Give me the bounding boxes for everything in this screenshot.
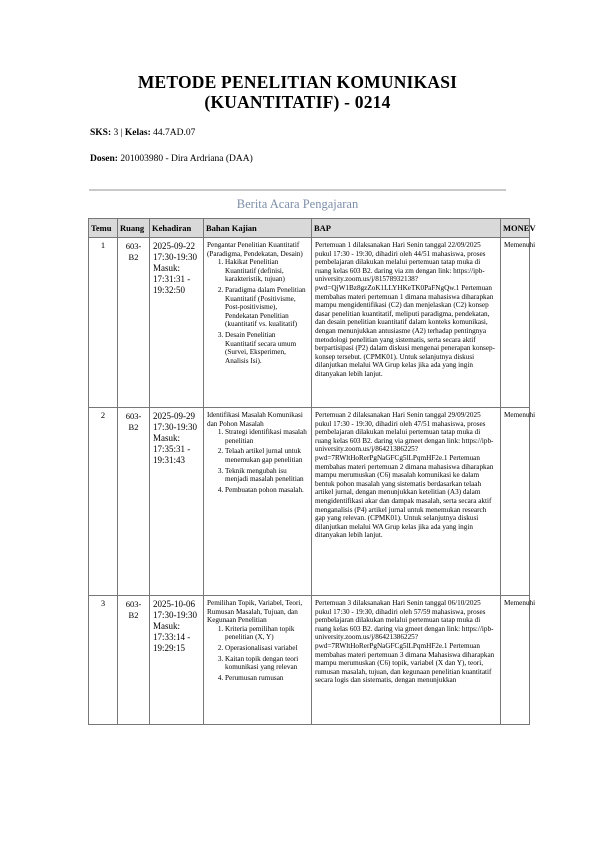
bahan-item: 2. Telaah artikel jurnal untuk menemukan gap penelitian — [225, 447, 308, 464]
sks-value: 3 | — [111, 128, 125, 138]
bahan-title: Pengantar Penelitian Kuantitatif (Paradigma, Pendekatan, Desain) — [207, 241, 303, 258]
bahan-item: 2. Paradigma dalam Penelitian Kuantitatif (Positivisme, Post-positivisme), Pendekatan Penelitian (kuantitatif vs. kualitatif) — [225, 286, 308, 329]
sks-label: SKS: — [90, 128, 112, 138]
table-row — [89, 596, 530, 725]
kelas-label: Kelas: — [124, 128, 151, 138]
bahan-item: 2. Operasionalisasi variabel — [225, 644, 308, 653]
bahan-list — [207, 258, 308, 365]
bahan-list — [207, 625, 308, 683]
dosen-label: Dosen: — [90, 154, 118, 164]
cell-monev: Memenuhi — [501, 596, 530, 725]
bahan-item: 1. Kriteria pemilihan topik penelitian (X, Y) — [225, 625, 308, 642]
kelas-value: 44.7AD.07 — [150, 128, 196, 138]
bahan-item: 1. Hakikat Penelitian Kuantitatif (definisi, karakteristik, tujuan) — [225, 258, 308, 284]
cell-ruang: 603-B2 — [118, 408, 150, 596]
cell-kehadiran: 2025-09-29 17:30-19:30 Masuk: 17:35:31 - 19:31:43 — [150, 408, 204, 596]
bahan-title: Pemilihan Topik, Variabel, Teori, Rumusan Masalah, Tujuan, dan Kegunaan Penelitian — [207, 599, 303, 625]
cell-bahan-kajian — [204, 596, 312, 725]
cell-temu: 1 — [89, 238, 118, 408]
bahan-item: 3. Teknik mengubah isu menjadi masalah penelitian — [225, 467, 308, 484]
header-kehadiran: Kehadiran — [150, 219, 204, 238]
section-divider — [89, 189, 506, 191]
cell-monev: Memenuhi — [501, 408, 530, 596]
cell-bahan-kajian — [204, 408, 312, 596]
cell-ruang: 603-B2 — [118, 596, 150, 725]
bahan-list — [207, 428, 308, 494]
cell-bap: Pertemuan 2 dilaksanakan Hari Senin tanggal 29/09/2025 pukul 17:30 - 19:30, dihadiri oleh 47/51 mahasiswa, proses pembelajaran dilakukan melalui pertemuan tatap muka di ruang kelas 603 B2. daring via gmeet dengan link: https://ipb-university.zoom.us/j/86421386225?pwd=7RWltHoRerPgNaGFCg5lLPqmHF2e.1 Pertemuan membahas materi pertemuan 2 dimana mahasiswa diharapkan mampu merumuskan (C6) masalah komunikasi ke dalam bentuk pohon masalah yang sistematis berdasarkan telaah artikel jurnal, dengan menunjukkan ketelitian (A3) dalam mengidentifikasi akar dan dampak masalah, serta secara aktif menganalisis (P4) artikel jurnal untuk menemukan research gap yang relevan. (CPMK01). Untuk selanjutnya diskusi dilanjutkan melalui WA Grup kelas jika ada yang ingin ditanyakan lebih lanjut. — [312, 408, 501, 596]
cell-bahan-kajian — [204, 238, 312, 408]
header-ruang: Ruang — [118, 219, 150, 238]
sks-kelas-line — [90, 128, 195, 138]
dosen-value: 201003980 - Dira Ardriana (DAA) — [117, 154, 253, 164]
cell-ruang: 603-B2 — [118, 238, 150, 408]
header-temu: Temu — [89, 219, 118, 238]
bahan-item: 1. Strategi identifikasi masalah penelitian — [225, 428, 308, 445]
table-header-row — [89, 219, 530, 238]
course-title — [0, 72, 595, 112]
table-row — [89, 408, 530, 596]
course-title-line2: (KUANTITATIF) - 0214 — [204, 92, 391, 112]
bahan-item: 4. Perumusan rumusan — [225, 674, 308, 683]
cell-temu: 2 — [89, 408, 118, 596]
cell-temu: 3 — [89, 596, 118, 725]
bahan-title: Identifikasi Masalah Komunikasi dan Pohon Masalah — [207, 411, 303, 428]
cell-kehadiran: 2025-10-06 17:30-19:30 Masuk: 17:33:14 - 19:29:15 — [150, 596, 204, 725]
bap-table — [88, 218, 536, 725]
cell-bap — [312, 596, 501, 725]
bahan-clip — [207, 599, 308, 682]
bahan-item: 4. Pembuatan pohon masalah. — [225, 486, 308, 495]
header-bahan-kajian: Bahan Kajian — [204, 219, 312, 238]
cell-bap: Pertemuan 1 dilaksanakan Hari Senin tanggal 22/09/2025 pukul 17:30 - 19:30, dihadiri oleh 44/51 mahasiswa, proses pembelajaran dilakukan melalui pertemuan tatap muka di ruang kelas 603 B2. daring via zm dengan link: https://ipb-university.zoom.us/j/81578932138?pwd=QjW1Bz8gzZoK1LLYHKeTK0PaFNgQw.1 Pertemuan membahas materi pertemuan 1 dimana mahasiswa diharapkan mampu mengidentifikasi (C2) dan menjelaskan (C2) konsep dasar penelitian kuantitatif, meliputi paradigma, pendekatan, dan desain penelitian kuantitatif dalam konteks komunikasi, dengan menunjukkan antusiasme (A2) terhadap pentingnya metodologi penelitian yang sistematis, serta secara aktif berpartisipasi (P2) dalam diskusi mengenai penerapan konsep-konsep tersebut. (CPMK01). Untuk selanjutnya diskusi dilanjutkan melalui WA Grup kelas jika ada yang ingin ditanyakan lebih lanjut. — [312, 238, 501, 408]
header-bap: BAP — [312, 219, 501, 238]
bahan-item: 3. Kaitan topik dengan teori komunikasi yang relevan — [225, 655, 308, 672]
header-monev: MONEV — [501, 219, 530, 238]
course-title-line1: METODE PENELITIAN KOMUNIKASI — [137, 72, 458, 92]
table-row — [89, 238, 530, 408]
dosen-line — [90, 154, 253, 164]
section-title: Berita Acara Pengajaran — [236, 197, 359, 211]
bap-clip: Pertemuan 3 dilaksanakan Hari Senin tanggal 06/10/2025 pukul 17:30 - 19:30, dihadiri oleh 57/59 mahasiswa, proses pembelajaran dilakukan melalui pertemuan tatap muka di ruang kelas 603 B2. daring via gmeet dengan link: https://ipb-university.zoom.us/j/86421386225?pwd=7RWltHoRerPgNaGFCg5lLPqmHF2e.1 Pertemuan membahas materi pertemuan 3 dimana Mahasiswa diharapkan mampu merumuskan (C6) topik, variabel (X dan Y), teori, rumusan masalah, tujuan, dan kegunaan penelitian kuantitatif secara logis dan sistematis, dengan menunjukkan — [315, 599, 495, 685]
cell-kehadiran: 2025-09-22 17:30-19:30 Masuk: 17:31:31 - 19:32:50 — [150, 238, 204, 408]
cell-monev: Memenuhi — [501, 238, 530, 408]
bahan-item: 3. Desain Penelitian Kuantitatif secara umum (Survei, Eksperimen, Analisis Isi). — [225, 331, 308, 365]
